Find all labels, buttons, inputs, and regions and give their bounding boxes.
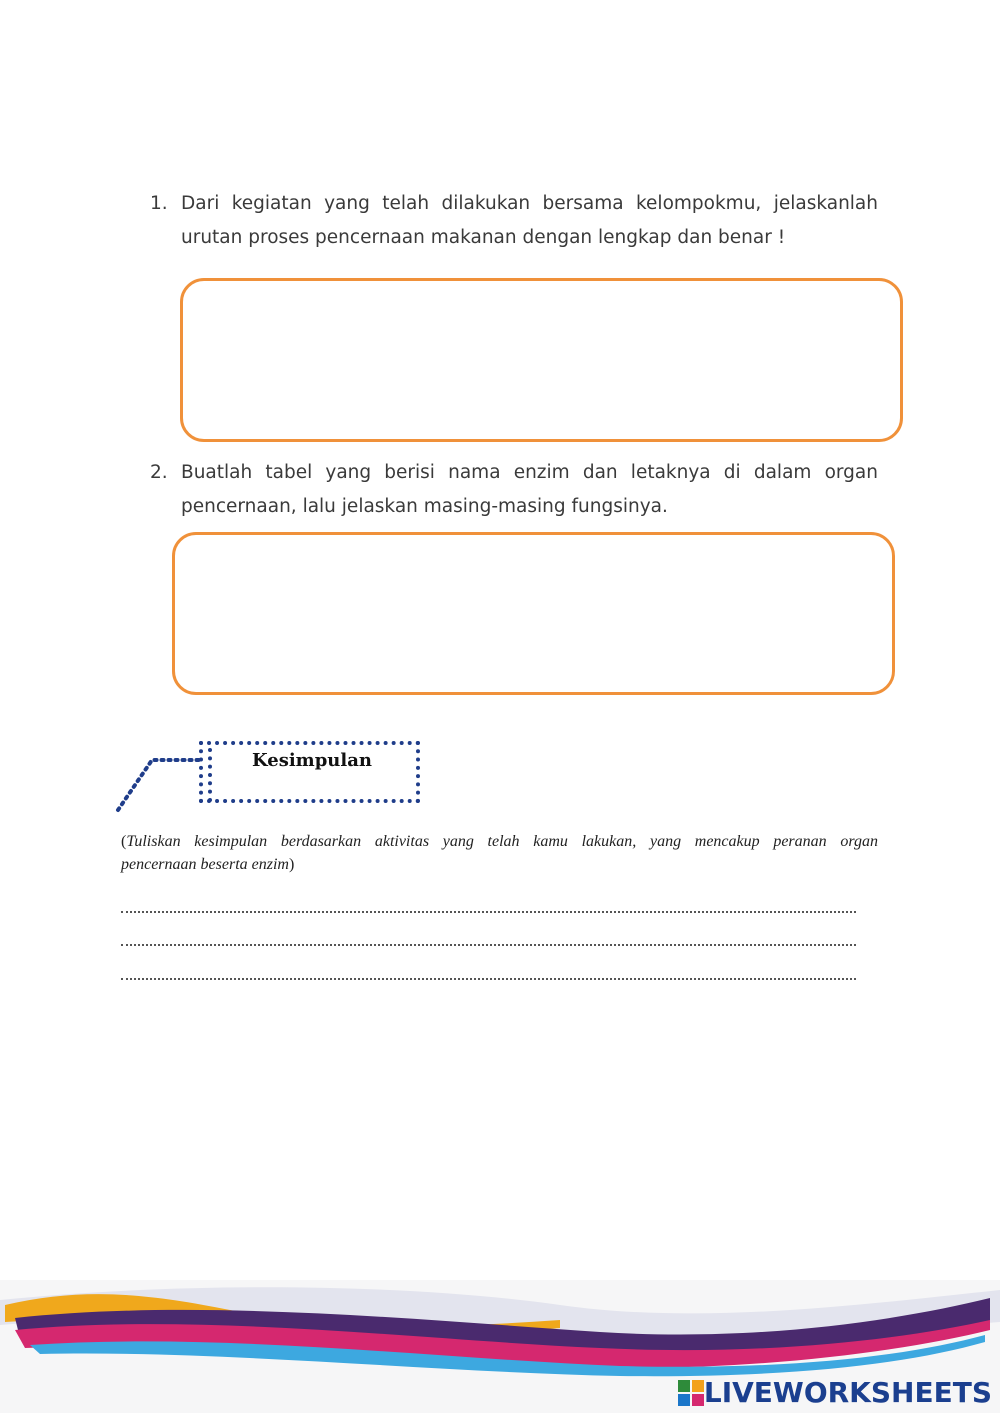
question-text-line: pencernaan, lalu jelaskan masing-masing fungsinya. — [181, 496, 668, 517]
conclusion-frame-inner — [208, 748, 212, 802]
question-text-line: Buatlah tabel yang berisi nama enzim dan letaknya di dalam organ — [181, 462, 878, 483]
question-2 — [150, 456, 878, 524]
question-text — [181, 456, 878, 524]
dotted-connector — [110, 752, 210, 814]
question-text-line: Dari kegiatan yang telah dilakukan bersama kelompokmu, jelaskanlah — [181, 193, 878, 214]
answer-box-1[interactable] — [180, 278, 903, 442]
conclusion-instruction — [121, 830, 878, 876]
answer-line-2[interactable] — [121, 944, 856, 946]
liveworksheets-logo — [678, 1376, 992, 1409]
instruction-line: (Tuliskan kesimpulan berdasarkan aktivitas yang telah kamu lakukan, yang mencakup peranan organ — [121, 833, 878, 850]
question-1 — [150, 187, 878, 255]
answer-line-3[interactable] — [121, 978, 856, 980]
instruction-line: pencernaan beserta enzim) — [121, 856, 295, 873]
logo-text: LIVEWORKSHEETS — [703, 1376, 992, 1409]
question-number: 1. — [150, 193, 168, 214]
answer-box-2[interactable] — [172, 532, 895, 695]
question-text — [181, 187, 878, 255]
answer-line-1[interactable] — [121, 911, 856, 913]
conclusion-title: Kesimpulan — [252, 750, 372, 771]
live-worksheets-icon — [678, 1380, 704, 1406]
footer-decoration — [0, 1270, 1000, 1413]
question-text-line: urutan proses pencernaan makanan dengan lengkap dan benar ! — [181, 227, 786, 248]
question-number: 2. — [150, 462, 168, 483]
